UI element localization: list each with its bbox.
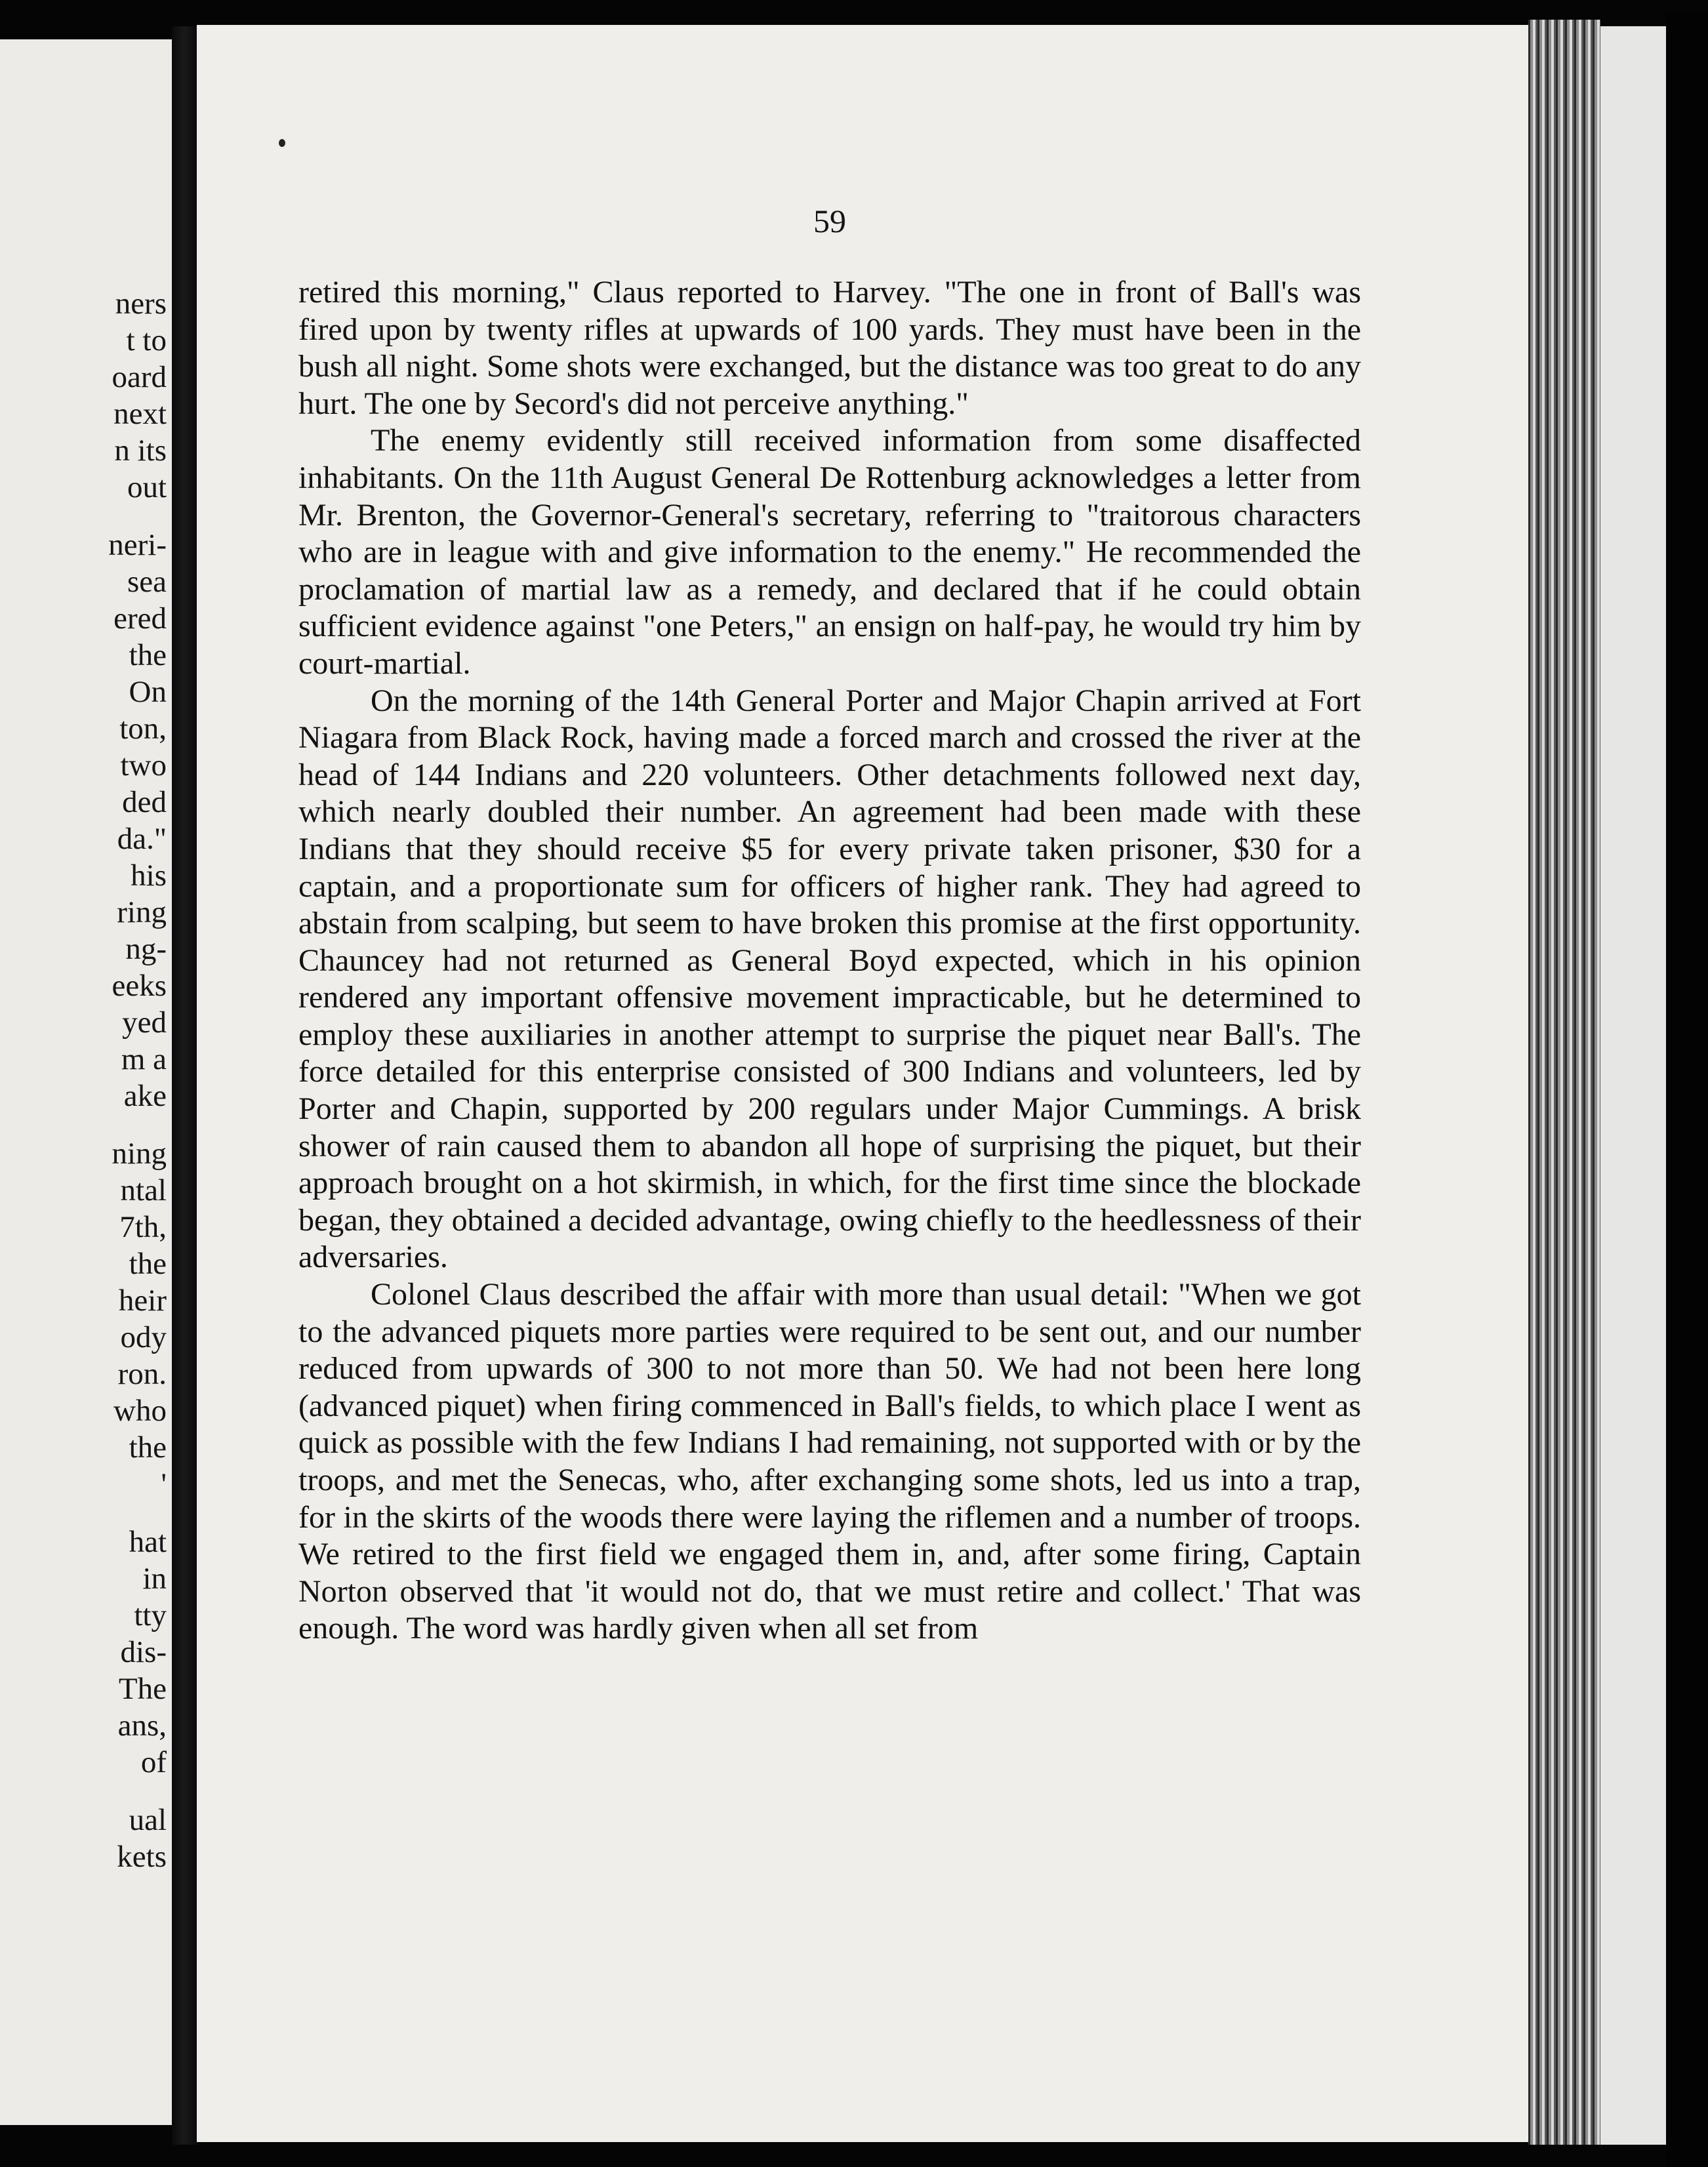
previous-page-fragment: heir <box>118 1284 167 1318</box>
previous-page-fragment: ans, <box>117 1709 167 1743</box>
previous-page-fragment: ' <box>161 1467 167 1501</box>
previous-page-fragment: two <box>120 748 167 782</box>
page-number: 59 <box>813 203 846 239</box>
previous-page-fragment: the <box>129 1430 167 1465</box>
previous-page-fragment: next <box>113 397 167 431</box>
previous-page-fragment: the <box>129 638 167 672</box>
previous-page-fragment: yed <box>122 1005 167 1040</box>
previous-page-fragment: his <box>131 859 167 893</box>
previous-page-fragment: who <box>113 1394 167 1428</box>
scan-shadow <box>1666 13 1708 2167</box>
previous-page-fragment: 7th, <box>119 1210 167 1244</box>
previous-page-fragment: sea <box>127 565 167 599</box>
previous-page-fragment: eeks <box>112 969 167 1003</box>
fragment-gap <box>0 1781 172 1802</box>
book-fore-edge <box>1600 26 1673 2145</box>
ink-speck <box>279 139 285 147</box>
paragraph: On the morning of the 14th General Porter and Major Chapin arrived at Fort Niagara from Black Rock, having made a forced march and crossed the river at the head of 144 Indians and 220 volunteers. Other detachments followed next day, which nearly doubled their number. An agreement had been made with these Indians that they should receive $5 for every private taken prisoner, $30 for a captain, and a proportionate sum for officers of higher rank. They had agreed to abstain from scalping, but seem to have broken this promise at the first opportunity. Chauncey had not returned as General Boyd expected, which in his opinion rendered any important offensive movement impracticable, but he determined to employ these auxiliaries in another attempt to surprise the piquet near Ball's. The force detailed for this enterprise consisted of 300 Indians and volunteers, led by Porter and Chapin, supported by 200 regulars under Major Cummings. A brisk shower of rain caused them to abandon all hope of surprising the piquet, but their approach brought on a hot skirmish, in which, for the first time since the blockade began, they obtained a decided advantage, owing chiefly to the heedlessness of their adversaries. <box>298 683 1361 1275</box>
previous-page-fragment: in <box>142 1562 167 1596</box>
previous-page-fragment: the <box>129 1247 167 1281</box>
previous-page-fragment: ton, <box>119 712 167 746</box>
previous-page-fragment: ring <box>117 895 167 929</box>
body-text <box>298 274 1361 1648</box>
previous-page-fragment: of <box>140 1745 167 1779</box>
previous-page-fragment: ual <box>129 1803 167 1837</box>
fragment-gap <box>0 1503 172 1524</box>
previous-page-fragment: ake <box>123 1079 167 1113</box>
previous-page-fragment: t to <box>126 323 167 357</box>
previous-page-fragment: m a <box>121 1042 167 1076</box>
fragment-gap <box>0 1114 172 1135</box>
previous-page-fragment: hat <box>129 1525 167 1559</box>
previous-page-fragment: oard <box>112 360 167 394</box>
previous-page-fragment: kets <box>117 1840 167 1874</box>
fragment-gap <box>0 506 172 527</box>
paragraph: The enemy evidently still received information from some disaffected inhabitants. On the 11th August General De Rottenburg acknowledges a letter from Mr. Brenton, the Governor-General's secretary, referring to "traitorous characters who are in league with and give information to the enemy." He recommended the proclamation of martial law as a remedy, and declared that if he could obtain sufficient evidence against "one Peters," an ensign on half-pay, he would try him by court-martial. <box>298 423 1361 681</box>
previous-page-fragment: n its <box>114 434 167 468</box>
previous-page-fragment: ody <box>120 1320 167 1354</box>
previous-page-fragment: On <box>129 675 167 709</box>
previous-page-fragment: The <box>118 1672 167 1706</box>
previous-page-fragment: neri- <box>108 528 167 562</box>
previous-page-fragment: ered <box>113 601 167 636</box>
previous-page-fragment: ron. <box>117 1357 167 1391</box>
previous-page-fragment: ng- <box>125 932 167 966</box>
previous-page-fragment: dis- <box>120 1635 167 1669</box>
previous-page-fragment: out <box>127 470 167 504</box>
previous-page-fragment: ners <box>115 287 167 321</box>
previous-page-fragment: ning <box>112 1137 167 1171</box>
previous-page-edge <box>0 39 172 2125</box>
previous-page-fragment: ntal <box>120 1173 167 1207</box>
page-edges-stack <box>1528 20 1600 2145</box>
paragraph: retired this morning," Claus reported to Harvey. "The one in front of Ball's was fired upon by twenty rifles at upwards of 100 yards. They must have been in the bush all night. Some shots were exchanged, but the distance was too great to do any hurt. The one by Secord's did not perceive anything." <box>298 275 1361 421</box>
paragraph: Colonel Claus described the affair with more than usual detail: "When we got to the advanced piquets more parties were required to be sent out, and our number reduced from upwards of 300 to not more than 50. We had not been here long (advanced piquet) when firing commenced in Ball's fields, to which place I went as quick as possible with the few Indians I had remaining, not supported with or by the troops, and met the Senecas, who, after exchanging some shots, led us into a trap, for in the skirts of the woods there were laying the riflemen and a number of troops. We retired to the first field we engaged them in, and, after some firing, Captain Norton observed that 'it would not do, that we must retire and collect.' That was enough. The word was hardly given when all set from <box>298 1277 1361 1646</box>
previous-page-fragment: da." <box>117 822 167 856</box>
previous-page-text-fragments <box>0 285 172 1875</box>
previous-page-fragment: tty <box>134 1598 167 1632</box>
previous-page-fragment: ded <box>122 785 167 819</box>
